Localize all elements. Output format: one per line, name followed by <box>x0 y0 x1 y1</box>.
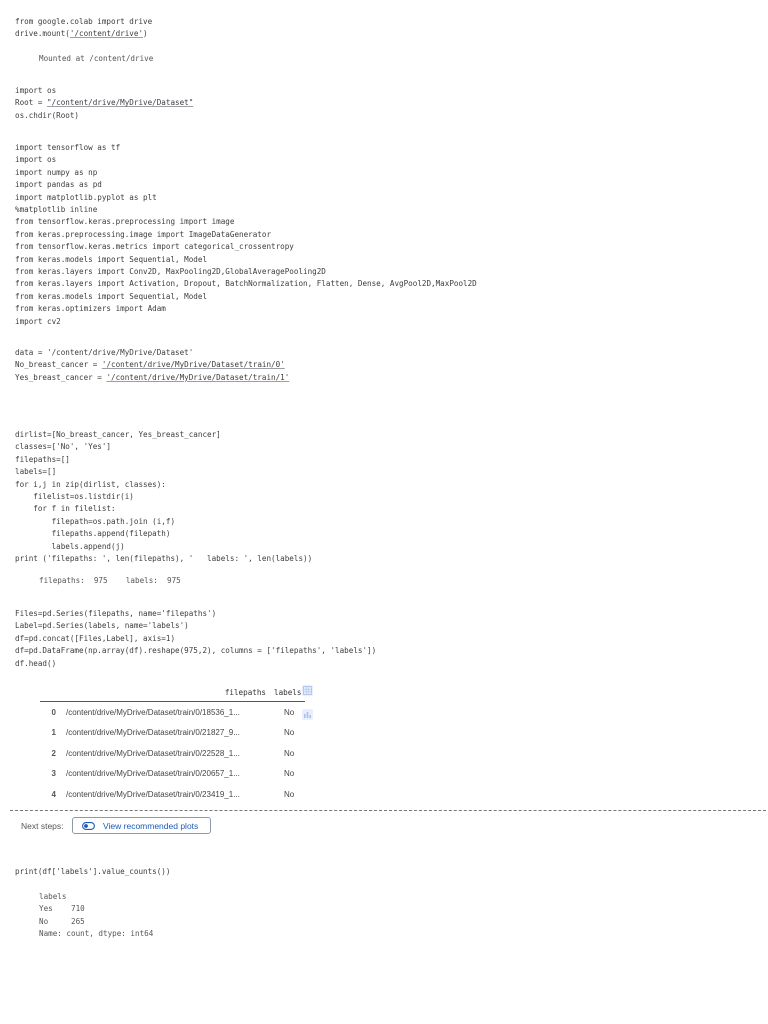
table-row <box>40 743 305 764</box>
chart-suggest-icon[interactable] <box>302 709 313 720</box>
table-grid-icon <box>303 686 312 695</box>
code-text: drive.mount( <box>15 29 70 39</box>
path-string: '/content/drive' <box>69 29 144 39</box>
cell-label: No <box>284 707 295 717</box>
index-header <box>40 683 62 702</box>
cell-label: No <box>284 789 295 799</box>
code-text: ) <box>143 29 148 39</box>
table-row <box>40 702 305 723</box>
path-string: '/content/drive/MyDrive/Dataset/train/1' <box>106 372 290 382</box>
table-row <box>40 784 305 805</box>
path-string: "/content/drive/MyDrive/Dataset" <box>47 98 194 108</box>
code-text: Root = <box>15 98 48 108</box>
code-line: from google.colab import drive <box>15 17 153 26</box>
code-cell-value-counts[interactable]: print(df['labels'].value_counts()) <box>15 867 171 876</box>
table-row <box>40 723 305 744</box>
cell-filepath: /content/drive/MyDrive/Dataset/train/0/21827_9... <box>66 728 240 738</box>
column-header-labels: labels <box>270 683 305 702</box>
code-cell-drive-mount[interactable] <box>15 16 152 41</box>
cell-output: Mounted at /content/drive <box>39 54 154 63</box>
button-label: View recommended plots <box>103 820 199 831</box>
table-row <box>40 764 305 785</box>
code-line: data = '/content/drive/MyDrive/Dataset' <box>15 348 194 357</box>
cell-output: labels Yes 710 No 265 Name: count, dtype: int64 <box>39 892 154 939</box>
table-view-icon[interactable] <box>302 685 313 696</box>
next-steps-label: Next steps: <box>21 821 64 831</box>
code-cell-dataframe[interactable]: Files=pd.Series(filepaths, name='filepaths') Label=pd.Series(labels, name='labels') df=pd.concat([Files,Label], axis=1) df=pd.DataFrame(np.array(df).reshape(975,2), columns = ['filepaths', 'labels']) df.head() <box>15 609 377 668</box>
toggle-chart-icon <box>82 822 95 830</box>
code-text: No_breast_cancer = <box>15 360 102 370</box>
row-index: 2 <box>51 748 56 758</box>
cell-label: No <box>284 769 295 779</box>
cell-filepath: /content/drive/MyDrive/Dataset/train/0/23419_1... <box>66 789 240 799</box>
code-cell-paths[interactable] <box>15 347 289 384</box>
cell-filepath: /content/drive/MyDrive/Dataset/train/0/22528_1... <box>66 748 240 758</box>
code-cell-filepaths[interactable]: dirlist=[No_breast_cancer, Yes_breast_cancer] classes=['No', 'Yes'] filepaths=[] labels=[] for i,j in zip(dirlist, classes): filelist=os.listdir(i) for f in filelist: filepath=os.path.join (i,f) filepaths.append(filepath) labels.append(j) print ('filepaths: ', len(filepaths), ' labels: ', len(labels)) <box>15 430 313 564</box>
cell-label: No <box>284 728 295 738</box>
cell-output: filepaths: 975 labels: 975 <box>39 576 181 585</box>
code-cell-chdir[interactable] <box>15 85 193 122</box>
code-line: import os <box>15 86 57 95</box>
row-index: 3 <box>51 769 56 779</box>
bar-chart-icon <box>303 710 312 719</box>
column-header-filepaths: filepaths <box>62 683 270 702</box>
view-recommended-plots-button[interactable] <box>72 817 211 834</box>
row-index: 4 <box>51 789 56 799</box>
code-cell-imports[interactable]: import tensorflow as tf import os import numpy as np import pandas as pd import matplotlib.pyplot as plt %matplotlib inline from tensorflow.keras.preprocessing import image from keras.preprocessing.image import ImageDataGenerator from tensorflow.keras.metrics import categorical_crossentropy from keras.models import Sequential, Model from keras.layers import Conv2D, MaxPooling2D,GlobalAveragePooling2D from keras.layers import Activation, Dropout, BatchNormalization, Flatten, Dense, AvgPool2D,MaxPool2D from keras.models import Sequential, Model from keras.optimizers import Adam import cv2 <box>15 143 477 326</box>
cell-filepath: /content/drive/MyDrive/Dataset/train/0/18536_1... <box>66 707 240 717</box>
table-header-row <box>40 683 305 702</box>
cell-filepath: /content/drive/MyDrive/Dataset/train/0/20657_1... <box>66 769 240 779</box>
row-index: 0 <box>51 707 56 717</box>
dataframe-table <box>40 683 305 805</box>
code-text: Yes_breast_cancer = <box>15 372 107 382</box>
row-index: 1 <box>51 728 56 738</box>
path-string: '/content/drive/MyDrive/Dataset/train/0' <box>101 360 285 370</box>
cell-divider <box>10 810 766 811</box>
code-line: os.chdir(Root) <box>15 110 80 120</box>
cell-label: No <box>284 748 295 758</box>
